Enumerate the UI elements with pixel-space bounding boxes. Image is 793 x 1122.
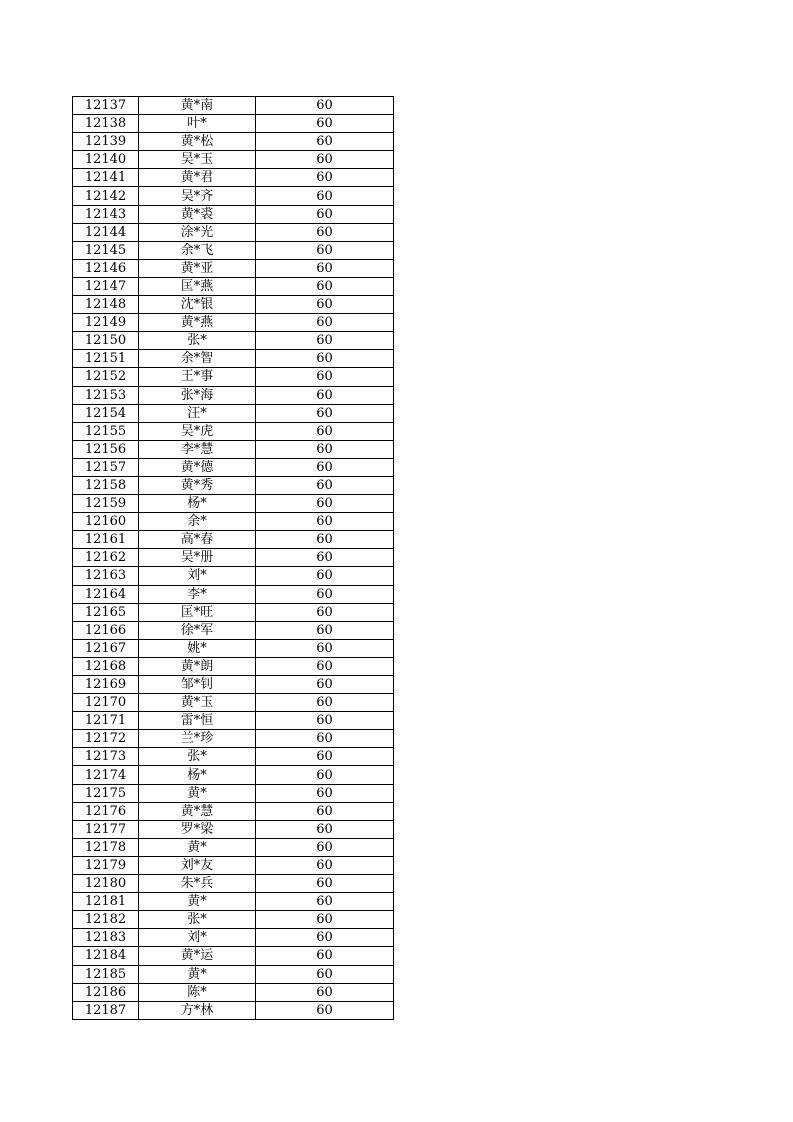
row-id-cell: 12173 — [73, 748, 139, 766]
table-row — [73, 694, 394, 712]
row-amount-cell: 60 — [256, 856, 394, 874]
row-id-cell: 12172 — [73, 730, 139, 748]
row-name-cell: 黄*玉 — [139, 694, 256, 712]
row-id-cell: 12151 — [73, 350, 139, 368]
row-id-cell: 12157 — [73, 458, 139, 476]
row-name-cell: 刘* — [139, 929, 256, 947]
row-name-cell: 匡*燕 — [139, 277, 256, 295]
row-id-cell: 12145 — [73, 241, 139, 259]
row-name-cell: 黄*德 — [139, 458, 256, 476]
row-id-cell: 12139 — [73, 133, 139, 151]
table-row — [73, 748, 394, 766]
row-amount-cell: 60 — [256, 205, 394, 223]
row-id-cell: 12140 — [73, 151, 139, 169]
table-row — [73, 241, 394, 259]
row-name-cell: 黄*南 — [139, 97, 256, 115]
row-name-cell: 邹*钊 — [139, 676, 256, 694]
row-amount-cell: 60 — [316, 98, 333, 114]
row-amount-cell: 60 — [256, 676, 394, 694]
row-name-cell: 张* — [139, 332, 256, 350]
row-amount-cell: 60 — [256, 404, 394, 422]
table-row — [73, 531, 394, 549]
row-amount-cell: 60 — [256, 802, 394, 820]
row-amount-cell: 60 — [256, 513, 394, 531]
row-id-cell: 12144 — [73, 223, 139, 241]
row-id-cell: 12138 — [73, 115, 139, 133]
row-name-cell: 张*海 — [139, 386, 256, 404]
row-amount-cell: 60 — [256, 151, 394, 169]
row-amount-cell: 60 — [256, 911, 394, 929]
table-row — [73, 911, 394, 929]
row-amount-cell: 60 — [256, 549, 394, 567]
row-id-cell: 12137 — [73, 97, 139, 115]
row-amount-cell: 60 — [256, 187, 394, 205]
table-row — [73, 1001, 394, 1019]
row-name-cell: 匡*旺 — [139, 603, 256, 621]
row-amount-cell: 60 — [256, 603, 394, 621]
row-amount-cell: 60 — [256, 115, 394, 133]
row-amount-cell: 60 — [256, 657, 394, 675]
row-id-cell: 12162 — [73, 549, 139, 567]
row-amount-cell: 60 — [256, 965, 394, 983]
row-name-cell: 汪* — [139, 404, 256, 422]
table-row — [73, 585, 394, 603]
table-row — [73, 187, 394, 205]
row-id-cell: 12165 — [73, 603, 139, 621]
row-id-cell: 12179 — [73, 856, 139, 874]
table-row — [73, 97, 394, 115]
row-name-cell: 刘* — [139, 567, 256, 585]
row-amount-cell: 60 — [256, 368, 394, 386]
row-name-cell: 兰*珍 — [139, 730, 256, 748]
row-name-cell: 黄*君 — [139, 169, 256, 187]
row-amount-cell: 60 — [256, 169, 394, 187]
row-amount-cell: 60 — [256, 259, 394, 277]
row-amount-cell: 60 — [256, 133, 394, 151]
row-name-cell: 李* — [139, 585, 256, 603]
row-name-cell: 余*智 — [139, 350, 256, 368]
row-name-cell: 张* — [139, 911, 256, 929]
row-id-cell: 12160 — [73, 513, 139, 531]
table-row — [73, 314, 394, 332]
row-amount-cell: 60 — [256, 386, 394, 404]
row-name-cell: 叶* — [139, 115, 256, 133]
row-amount-cell: 60 — [256, 585, 394, 603]
row-name-cell: 黄*亚 — [139, 259, 256, 277]
table-row — [73, 386, 394, 404]
row-id-cell: 12185 — [73, 965, 139, 983]
row-id-cell: 12170 — [73, 694, 139, 712]
table-row — [73, 151, 394, 169]
row-amount-cell: 60 — [256, 983, 394, 1001]
row-amount-cell: 60 — [256, 277, 394, 295]
row-amount-cell: 60 — [256, 875, 394, 893]
row-name-cell: 余*飞 — [139, 241, 256, 259]
row-name-cell: 黄* — [139, 784, 256, 802]
row-amount-cell: 60 — [256, 476, 394, 494]
row-name-cell: 黄* — [139, 893, 256, 911]
table-row — [73, 368, 394, 386]
row-amount-cell: 60 — [256, 567, 394, 585]
row-id-cell: 12183 — [73, 929, 139, 947]
table-row — [73, 856, 394, 874]
table-row — [73, 495, 394, 513]
row-amount-cell: 60 — [256, 947, 394, 965]
table-row — [73, 223, 394, 241]
row-name-cell: 涂*光 — [139, 223, 256, 241]
table-row — [73, 549, 394, 567]
row-name-cell: 高*春 — [139, 531, 256, 549]
row-id-cell: 12147 — [73, 277, 139, 295]
table-row — [73, 603, 394, 621]
table-row — [73, 350, 394, 368]
table-row — [73, 458, 394, 476]
row-amount-cell: 60 — [256, 440, 394, 458]
table-row — [73, 639, 394, 657]
row-name-cell: 黄*朗 — [139, 657, 256, 675]
row-id-cell: 12150 — [73, 332, 139, 350]
row-id-cell: 12187 — [73, 1001, 139, 1019]
row-id-cell: 12168 — [73, 657, 139, 675]
row-amount-cell: 60 — [256, 730, 394, 748]
table-row — [73, 259, 394, 277]
row-name-cell: 黄* — [139, 965, 256, 983]
row-id-cell: 12163 — [73, 567, 139, 585]
table-body — [73, 97, 394, 1020]
row-id-cell: 12175 — [73, 784, 139, 802]
row-amount-cell: 60 — [256, 422, 394, 440]
row-amount-cell: 60 — [256, 639, 394, 657]
table-row — [73, 838, 394, 856]
row-amount-cell: 60 — [256, 766, 394, 784]
row-amount-cell: 60 — [256, 241, 394, 259]
row-amount-cell: 60 — [256, 1001, 394, 1019]
row-name-cell: 黄*燕 — [139, 314, 256, 332]
row-amount-cell: 60 — [256, 838, 394, 856]
row-name-cell: 黄*慧 — [139, 802, 256, 820]
row-id-cell: 12167 — [73, 639, 139, 657]
row-amount-cell: 60 — [256, 929, 394, 947]
table-row — [73, 332, 394, 350]
table-row — [73, 513, 394, 531]
row-amount-cell: 60 — [256, 694, 394, 712]
row-id-cell: 12176 — [73, 802, 139, 820]
row-id-cell: 12180 — [73, 875, 139, 893]
row-id-cell: 12148 — [73, 296, 139, 314]
row-amount-cell: 60 — [256, 458, 394, 476]
row-id-cell: 12178 — [73, 838, 139, 856]
row-id-cell: 12155 — [73, 422, 139, 440]
row-id-cell: 12149 — [73, 314, 139, 332]
row-amount-cell: 60 — [256, 495, 394, 513]
row-id-cell: 12158 — [73, 476, 139, 494]
row-id-cell: 12174 — [73, 766, 139, 784]
row-amount-cell: 60 — [256, 296, 394, 314]
row-amount-cell: 60 — [256, 332, 394, 350]
row-name-cell: 黄* — [139, 838, 256, 856]
row-id-cell: 12171 — [73, 712, 139, 730]
table-row — [73, 169, 394, 187]
table-row — [73, 929, 394, 947]
row-id-cell: 12164 — [73, 585, 139, 603]
row-id-cell: 12146 — [73, 259, 139, 277]
row-id-cell: 12152 — [73, 368, 139, 386]
row-name-cell: 陈* — [139, 983, 256, 1001]
table-row — [73, 422, 394, 440]
row-name-cell: 罗*梁 — [139, 820, 256, 838]
table-row — [73, 404, 394, 422]
row-id-cell: 12177 — [73, 820, 139, 838]
row-name-cell: 张* — [139, 748, 256, 766]
row-name-cell: 雷*恒 — [139, 712, 256, 730]
table-row — [73, 621, 394, 639]
row-amount-cell: 60 — [256, 223, 394, 241]
row-name-cell: 余* — [139, 513, 256, 531]
row-amount-cell: 60 — [256, 893, 394, 911]
row-name-cell: 徐*军 — [139, 621, 256, 639]
row-name-cell: 吴*齐 — [139, 187, 256, 205]
table-row — [73, 712, 394, 730]
row-name-cell: 王*事 — [139, 368, 256, 386]
table-row — [73, 657, 394, 675]
row-amount-cell: 60 — [256, 531, 394, 549]
row-id-cell: 12143 — [73, 205, 139, 223]
row-id-cell: 12153 — [73, 386, 139, 404]
row-amount-cell: 60 — [256, 314, 394, 332]
row-id-cell: 12156 — [73, 440, 139, 458]
data-table — [72, 96, 394, 1020]
row-name-cell: 黄*秀 — [139, 476, 256, 494]
row-name-cell: 吴*虎 — [139, 422, 256, 440]
row-name-cell: 杨* — [139, 495, 256, 513]
row-amount-cell: 60 — [256, 820, 394, 838]
row-id-cell: 12169 — [73, 676, 139, 694]
table-row — [73, 730, 394, 748]
row-name-cell: 刘*友 — [139, 856, 256, 874]
row-id-cell: 12182 — [73, 911, 139, 929]
row-name-cell: 吴*玉 — [139, 151, 256, 169]
row-name-cell: 姚* — [139, 639, 256, 657]
row-id-cell: 12142 — [73, 187, 139, 205]
row-name-cell: 朱*兵 — [139, 875, 256, 893]
table-row — [73, 766, 394, 784]
row-amount-cell: 60 — [256, 621, 394, 639]
table-row — [73, 296, 394, 314]
row-id-cell: 12159 — [73, 495, 139, 513]
row-amount-cell: 60 — [256, 350, 394, 368]
row-amount-cell: 60 — [256, 784, 394, 802]
row-id-cell: 12184 — [73, 947, 139, 965]
table-row — [73, 965, 394, 983]
row-amount-cell: 60 — [256, 748, 394, 766]
table-row — [73, 784, 394, 802]
table-row — [73, 205, 394, 223]
row-name-cell: 沈*银 — [139, 296, 256, 314]
row-id-cell: 12186 — [73, 983, 139, 1001]
table-row — [73, 440, 394, 458]
row-id-cell: 12166 — [73, 621, 139, 639]
table-row — [73, 133, 394, 151]
row-amount-cell: 60 — [256, 712, 394, 730]
table-row — [73, 676, 394, 694]
row-id-cell: 12141 — [73, 169, 139, 187]
table-row — [73, 947, 394, 965]
table-row — [73, 893, 394, 911]
row-id-cell: 12161 — [73, 531, 139, 549]
row-name-cell: 李*慧 — [139, 440, 256, 458]
row-name-cell: 方*林 — [139, 1001, 256, 1019]
row-name-cell: 黄*松 — [139, 133, 256, 151]
row-id-cell: 12154 — [73, 404, 139, 422]
table-row — [73, 983, 394, 1001]
row-id-cell: 12181 — [73, 893, 139, 911]
table-row — [73, 820, 394, 838]
row-name-cell: 吴*册 — [139, 549, 256, 567]
table-row — [73, 875, 394, 893]
row-name-cell: 黄*运 — [139, 947, 256, 965]
table-row — [73, 802, 394, 820]
table-row — [73, 476, 394, 494]
table-row — [73, 115, 394, 133]
row-name-cell: 杨* — [139, 766, 256, 784]
table-row — [73, 277, 394, 295]
row-name-cell: 黄*裘 — [139, 205, 256, 223]
table-row — [73, 567, 394, 585]
